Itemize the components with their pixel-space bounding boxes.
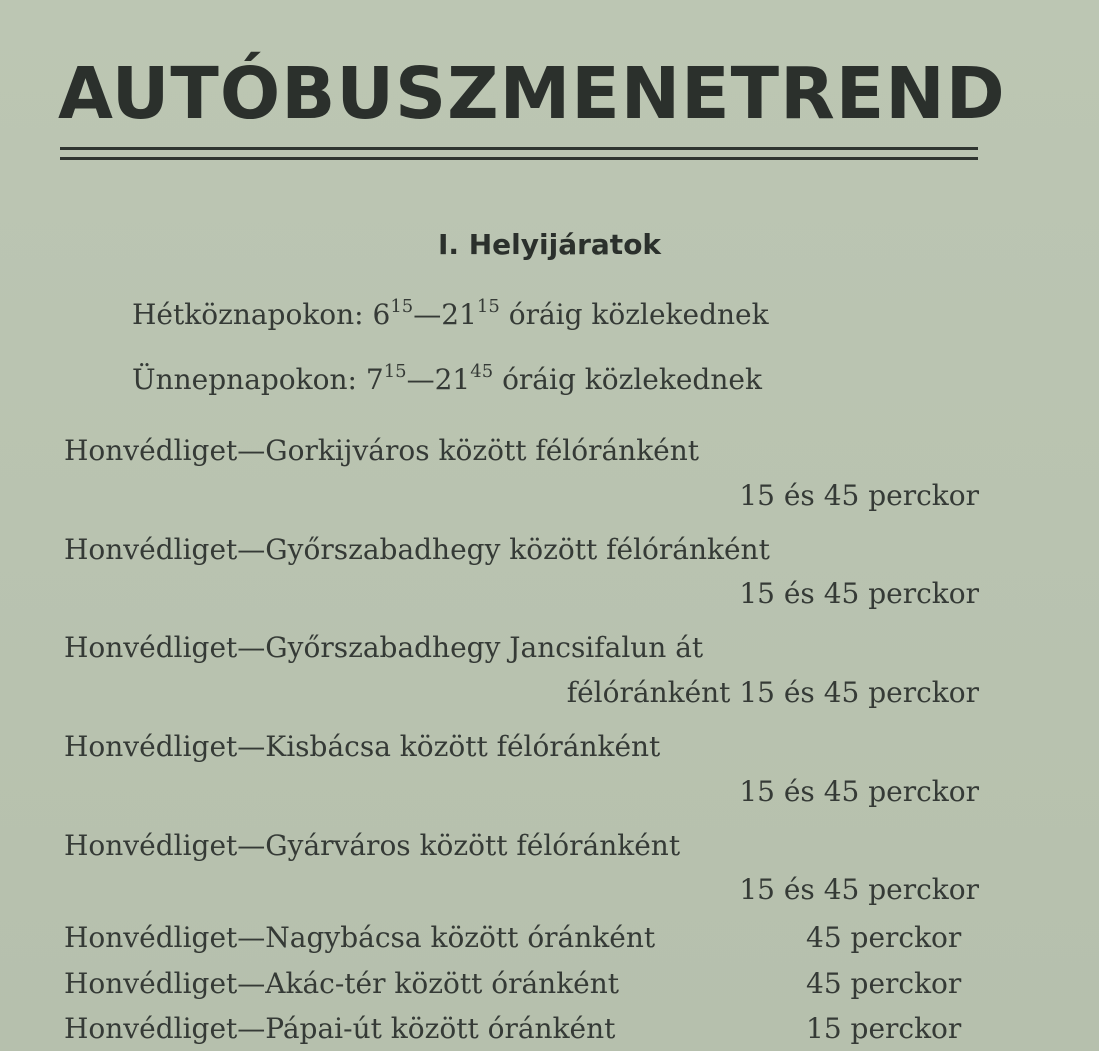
route-text: Honvédliget—Győrszabadhegy Jancsifalun át (64, 631, 704, 664)
route-times: 45 perckor (806, 967, 962, 1000)
route-text: Honvédliget—Nagybácsa között óránként (64, 921, 656, 954)
route-times: 15 perckor (806, 1012, 962, 1045)
page-title: AUTÓBUSZMENETREND (58, 52, 1006, 135)
route-text: Honvédliget—Gyárváros között félóránként (64, 829, 681, 862)
route-times: 15 és 45 perckor (739, 577, 979, 610)
route-row (64, 967, 979, 1000)
schedule-start-hour: 7 (365, 363, 384, 396)
route-text: Honvédliget—Pápai-út között óránként (64, 1012, 616, 1045)
schedule-label: Hétköznapokon: (132, 298, 364, 331)
schedule-start-minute: 15 (390, 296, 414, 317)
schedule-start-minute: 15 (383, 361, 407, 382)
route-times: 45 perckor (806, 921, 962, 954)
route-row (64, 1012, 979, 1045)
schedule-start-hour: 6 (372, 298, 391, 331)
route-text: Honvédliget—Győrszabadhegy között félóránként (64, 533, 770, 566)
schedule-end-minute: 15 (476, 296, 500, 317)
title-rule-top (60, 147, 978, 150)
title-rule-bottom (60, 157, 978, 160)
schedule-suffix: óráig közlekednek (502, 363, 762, 396)
route-text: Honvédliget—Kisbácsa között félóránként (64, 730, 661, 763)
route-times: 15 és 45 perckor (739, 873, 979, 906)
schedule-weekdays: Hétköznapokon: $6^{15}—21^{15}$ óráig közlekednek (132, 296, 769, 331)
schedule-suffix: óráig közlekednek (508, 298, 769, 331)
schedule-end-hour: 21 (434, 363, 471, 396)
route-text: Honvédliget—Akác-tér között óránként (64, 967, 620, 1000)
section-heading: I. Helyijáratok (437, 228, 662, 261)
schedule-holidays: Ünnepnapokon: $7^{15}—21^{45}$ óráig közlekednek (132, 361, 762, 396)
schedule-label: Ünnepnapokon: (132, 363, 357, 396)
route-times: félóránként 15 és 45 perckor (566, 676, 979, 709)
route-times: 15 és 45 perckor (739, 479, 979, 512)
route-row (64, 921, 979, 954)
schedule-end-hour: 21 (441, 298, 477, 331)
route-times: 15 és 45 perckor (739, 775, 979, 808)
schedule-end-minute: 45 (470, 361, 494, 382)
route-text: Honvédliget—Gorkijváros között félóránként (64, 434, 700, 467)
